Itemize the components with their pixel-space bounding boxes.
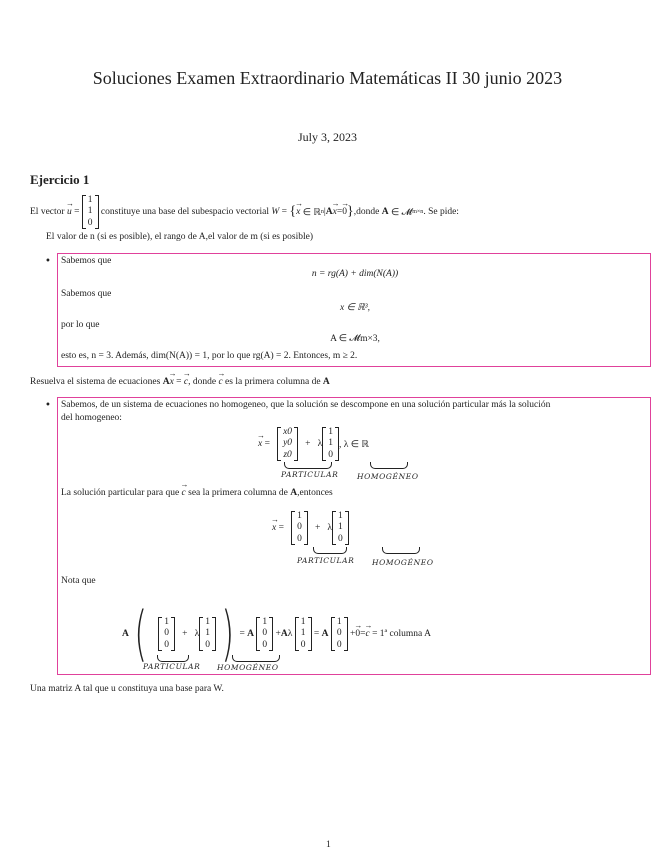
answer2-line2: La solución particular para que → c sea la primera columna de A,entonces [61, 488, 333, 498]
particular-entry: y0 [283, 438, 293, 449]
homog-entry: 1 [328, 426, 334, 437]
eq-vec-b: 1 1 0 [295, 617, 312, 652]
statement-middle: constituye una base del subespacio vectorial [100, 207, 269, 217]
homog-entry: 1 [328, 438, 334, 449]
homog2-entry: 0 [338, 533, 343, 544]
homogeneous-vector-2 [332, 511, 349, 546]
answer2-line2a: La solución particular para que [61, 488, 180, 498]
final-entry: 1 [164, 616, 170, 627]
statement-prefix: El vector [30, 207, 65, 217]
final-particular-vector [158, 617, 175, 652]
underbrace-homogeneous-2 [382, 547, 420, 554]
particular2-entry: 0 [297, 533, 302, 544]
eq-vec-c: 1 0 0 [331, 617, 348, 652]
label-homogeneous-3: HOMOGÉNEO [217, 663, 279, 672]
question2-text: Resuelva el sistema de ecuaciones [30, 377, 161, 387]
answer1-eq1: n = rg(A) + dim(N(A)) [311, 269, 399, 279]
answer2-line2c: ,entonces [297, 488, 333, 498]
page-date: July 3, 2023 [297, 130, 357, 144]
vector-u-entry: 0 [87, 217, 93, 228]
question-3: Una matriz A tal que u constituya una base para W. [30, 684, 224, 694]
final-entry: 0 [164, 639, 170, 650]
vector-x-symbol: → x [296, 207, 300, 217]
final-entry: 0 [164, 628, 170, 639]
eq-vec-a: 1 0 0 [256, 617, 273, 652]
subspace-W: W [271, 207, 280, 217]
final-entry: 1 [205, 616, 211, 627]
particular2-entry: 1 [297, 510, 302, 521]
answer1-eq3: A ∈ 𝓜m×3, [330, 334, 380, 344]
bullet-1: • [45, 256, 51, 267]
homogeneous-vector [322, 427, 339, 462]
answer1-line2: Sabemos que [61, 289, 112, 299]
answer1-line3: por lo que [61, 320, 100, 330]
final-entry: 0 [205, 639, 211, 650]
particular-vector-2 [291, 511, 308, 546]
answer1-eq2: x ∈ ℝ³, [340, 303, 370, 313]
general-solution-eq: → x = x0 y0 z0 + λ 1 1 0 , λ ∈ ℝ [258, 424, 369, 464]
underbrace-homogeneous [370, 462, 408, 469]
vector-u-entry: 1 [87, 206, 93, 217]
exercise-heading: Ejercicio 1 [30, 172, 90, 187]
vector-u-matrix [82, 195, 99, 230]
question-2: Resuelva el sistema de ecuaciones A→ x = → c, donde → c es la primera columna de A [30, 377, 330, 387]
underbrace-particular-2 [313, 547, 347, 554]
statement-line: El vector → u = 1 1 0 constituye una base del subespacio vectorial W = { → x ∈ ℝ n | A → x = → 0 } ,donde A ∈ 𝓜 m×n . Se pide: [30, 192, 459, 232]
homog2-entry: 1 [338, 510, 343, 521]
nota-label: Nota que [61, 576, 96, 586]
label-homogeneous-2: HOMOGÉNEO [372, 558, 434, 567]
answer2-line1: Sabemos, de un sistema de ecuaciones no homogeneo, que la solución se descompone en una solución particular más la solución [61, 400, 551, 410]
lambda-note: , λ ∈ ℝ [339, 439, 369, 450]
particular2-entry: 0 [297, 522, 302, 533]
bullet-2: • [45, 400, 51, 411]
final-tail: = 1ª columna A [372, 629, 431, 639]
label-homogeneous: HOMOGÉNEO [357, 472, 419, 481]
final-equation: A ( 1 0 0 + λ 1 1 0 ) = A 1 0 0 + A λ 1 1 0 = A 1 0 0 + → 0 = → c = 1ª columna A [122, 598, 431, 670]
final-homog-vector [199, 617, 216, 652]
page-title: Soluciones Examen Extraordinario Matemáticas II 30 junio 2023 [92, 68, 563, 88]
question-1: El valor de n (si es posible), el rango de A,el valor de m (si es posible) [46, 232, 313, 242]
particular-entry: z0 [283, 449, 292, 460]
particular-entry: x0 [283, 426, 293, 437]
statement-suffix: ,donde [353, 207, 380, 217]
answer1-line4: esto es, n = 3. Además, dim(N(A)) = 1, por lo que rg(A) = 2. Entonces, m ≥ 2. [61, 351, 358, 361]
label-particular-3: PARTICULAR [143, 662, 201, 671]
particular-vector [277, 427, 298, 462]
answer2-line1b: del homogeneo: [61, 413, 122, 423]
vector-u-symbol: → u [67, 207, 72, 217]
underbrace-particular [284, 462, 332, 469]
question2-tail: es la primera columna de [225, 377, 321, 387]
left-paren: ( [134, 599, 148, 669]
particular-solution-eq: → x = 1 0 0 + λ 1 1 0 [272, 508, 349, 548]
answer2-line2b: sea la primera columna de [188, 488, 288, 498]
page-number: 1 [326, 840, 331, 850]
underbrace-homogeneous-3 [232, 655, 280, 662]
vector-u-entry: 1 [87, 194, 93, 205]
homog-entry: 0 [328, 449, 334, 460]
answer1-line1: Sabemos que [61, 256, 112, 266]
right-paren: ) [221, 599, 235, 669]
label-particular: PARTICULAR [281, 470, 339, 479]
underbrace-particular-3 [157, 655, 189, 662]
homog2-entry: 1 [338, 522, 343, 533]
label-particular-2: PARTICULAR [297, 556, 355, 565]
final-entry: 1 [205, 628, 211, 639]
statement-ask: Se pide: [428, 207, 459, 217]
